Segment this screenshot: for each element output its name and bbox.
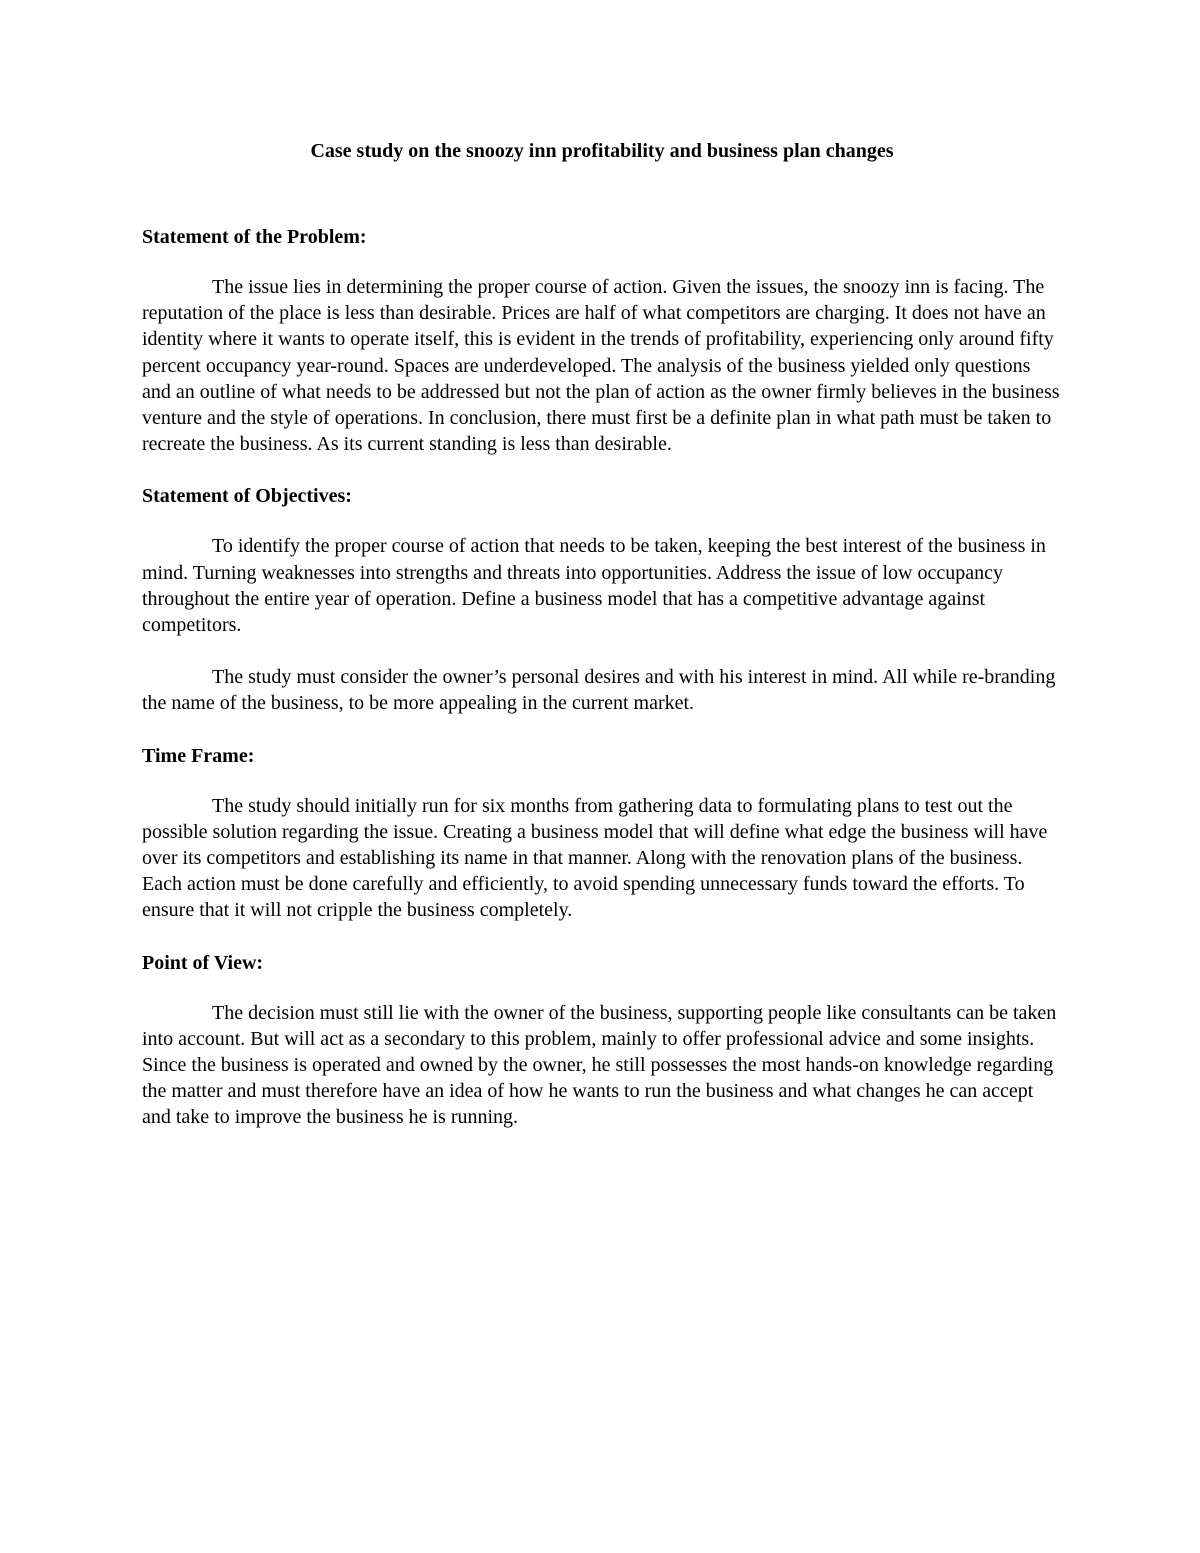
section-heading: Point of View: [142,951,264,974]
paragraph: The decision must still lie with the owner of the business, supporting people like consultants can be taken into account. But will act as a secondary to this problem, mainly to offer professional advice and some insights. Since the business is operated and owned by the owner, he still possesses the most hands-on knowledge regarding the matter and must therefore have an idea of how he wants to run the business and what changes he can accept and take to improve the business he is running. [142,1001,1057,1129]
document-title: Case study on the snoozy inn profitability and business plan changes [310,140,894,162]
section-heading: Statement of Objectives: [142,485,352,508]
paragraph: The issue lies in determining the proper course of action. Given the issues, the snoozy inn is facing. The reputation of the place is less than desirable. Prices are half of what competitors are charging. It does not have an identity where it wants to operate itself, this is evident in the trends of profitability, experiencing only around fifty percent occupancy year-round. Spaces are underdeveloped. The analysis of the business yielded only questions and an outline of what needs to be addressed but not the plan of action as the owner firmly believes in the business venture and the style of operations. In conclusion, there must first be a definite plan in what path must be taken to recreate the business. As its current standing is less than desirable. [142,276,1060,456]
section-time-frame [142,743,1062,924]
paragraph: To identify the proper course of action that needs to be taken, keeping the best interest of the business in mind. Turning weaknesses into strengths and threats into opportunities. Address the issue of low occupancy throughout the entire year of operation. Define a business model that has a competitive advantage against competitors. [142,535,1046,637]
document-content [142,138,1062,1157]
section-heading: Time Frame: [142,744,255,767]
section-heading: Statement of the Problem: [142,226,367,248]
paragraph: The study should initially run for six months from gathering data to formulating plans to test out the possible solution regarding the issue. Creating a business model that will define what edge the business will have over its competitors and establishing its name in that manner. Along with the renovation plans of the business. Each action must be done carefully and efficiently, to avoid spending unnecessary funds toward the efforts. To ensure that it will not cripple the business completely. [142,794,1048,922]
section-point-of-view [142,950,1062,1131]
paragraph: The study must consider the owner’s personal desires and with his interest in mind. All while re-branding the name of the business, to be more appealing in the current market. [142,666,1056,715]
section-objectives [142,483,1062,716]
section-problem [142,224,1062,457]
